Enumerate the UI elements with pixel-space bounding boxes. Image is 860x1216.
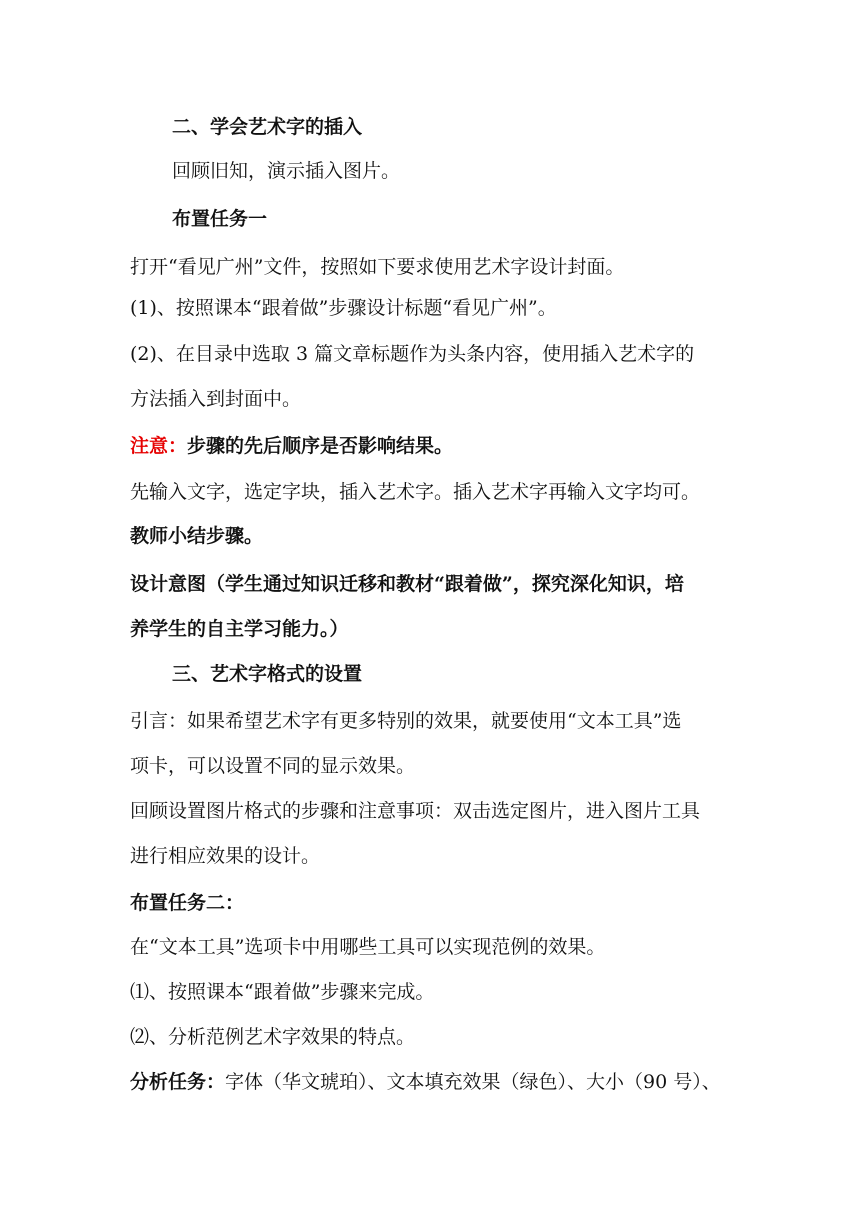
intro-paragraph: 引言：如果希望艺术字有更多特别的效果，就要使用“文本工具”选	[130, 710, 682, 732]
task-one-step-2-cont: 方法插入到封面中。	[130, 388, 302, 410]
intro-paragraph-cont: 项卡，可以设置不同的显示效果。	[130, 755, 416, 777]
analysis-label: 分析任务：	[130, 1071, 226, 1093]
review-format-paragraph: 回顾设置图片格式的步骤和注意事项：双击选定图片，进入图片工具	[130, 800, 701, 822]
note-answer: 先输入文字，选定字块，插入艺术字。插入艺术字再输入文字均可。	[130, 481, 701, 503]
task-one-intro: 打开“看见广州”文件，按照如下要求使用艺术字设计封面。	[130, 256, 625, 278]
task-two-step-2: ⑵、分析范例艺术字效果的特点。	[130, 1026, 416, 1048]
task-two-intro: 在“文本工具”选项卡中用哪些工具可以实现范例的效果。	[130, 936, 606, 958]
analysis-line	[130, 1070, 730, 1094]
analysis-text: 字体（华文琥珀）、文本填充效果（绿色）、大小（90 号）、	[225, 1071, 721, 1093]
task-one-heading: 布置任务一	[172, 208, 268, 230]
paragraph-review: 回顾旧知，演示插入图片。	[172, 160, 401, 182]
note-label: 注意：	[130, 435, 188, 457]
design-intent: 设计意图（学生通过知识迁移和教材“跟着做”，探究深化知识，培	[130, 573, 684, 595]
section-heading-2: 二、学会艺术字的插入	[172, 116, 363, 138]
task-two-step-1: ⑴、按照课本“跟着做”步骤来完成。	[130, 981, 435, 1003]
review-format-paragraph-cont: 进行相应效果的设计。	[130, 845, 321, 867]
note-line	[130, 434, 730, 458]
section-heading-3: 三、艺术字格式的设置	[172, 663, 363, 685]
design-intent-cont: 养学生的自主学习能力。）	[130, 618, 349, 640]
task-two-heading: 布置任务二：	[130, 892, 245, 914]
task-one-step-2: (2)、在目录中选取 3 篇文章标题作为头条内容，使用插入艺术字的	[130, 343, 695, 365]
task-one-step-1: (1)、按照课本“跟着做”步骤设计标题“看见广州”。	[130, 297, 557, 319]
note-text: 步骤的先后顺序是否影响结果。	[187, 435, 454, 457]
teacher-summary: 教师小结步骤。	[130, 525, 264, 547]
